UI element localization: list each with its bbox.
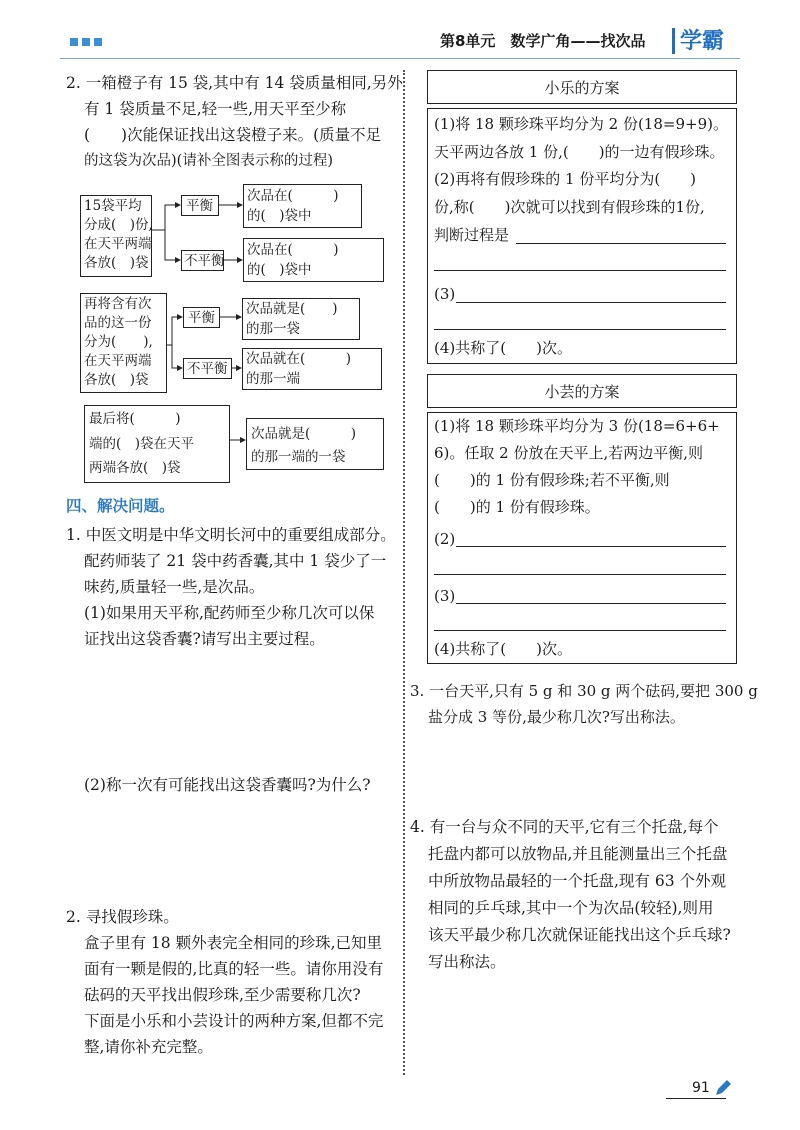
answer-line xyxy=(516,243,726,244)
column-divider xyxy=(403,70,405,1075)
xiaoyun-line: ( )的 1 份有假珍珠。 xyxy=(434,498,600,516)
header-decoration xyxy=(70,38,102,46)
p1-line: 味药,质量轻一些,是次品。 xyxy=(84,578,265,596)
p4-line: 托盘内都可以放物品,并且能测量出三个托盘 xyxy=(428,845,728,863)
p4-line: 写出称法。 xyxy=(428,953,506,971)
p2-line: 面有一颗是假的,比真的轻一些。请你用没有 xyxy=(84,960,384,978)
p1-line: (1)如果用天平称,配药师至少称几次可以保 xyxy=(84,604,375,622)
xiaoyun-line: (4)共称了( )次。 xyxy=(434,640,572,658)
answer-line xyxy=(434,630,726,631)
question-2-oranges xyxy=(66,70,403,174)
p2-line: 下面是小乐和小芸设计的两种方案,但都不完 xyxy=(84,1012,384,1030)
p2-line: 2. 寻找假珍珠。 xyxy=(66,908,179,926)
xiaoyun-line: ( )的 1 份有假珍珠;若不平衡,则 xyxy=(434,471,670,489)
header-rule xyxy=(60,58,740,59)
xiaole-line: (3) xyxy=(434,285,456,303)
p4-line: 中所放物品最轻的一个托盘,现有 63 个外观 xyxy=(428,872,727,890)
answer-line xyxy=(456,603,726,604)
xiaole-line: 判断过程是 xyxy=(434,226,510,244)
flowchart-1-unbalance: 不平衡 xyxy=(181,250,224,271)
q2-line: 2. 一箱橙子有 15 袋,其中有 14 袋质量相同,另外 xyxy=(66,74,403,92)
xiaoyun-line: (1)将 18 颗珍珠平均分为 3 份(18=6+6+ xyxy=(434,417,720,435)
xiaole-line: (1)将 18 颗珍珠平均分为 2 份(18=9+9)。 xyxy=(434,115,728,133)
p3-line: 3. 一台天平,只有 5 g 和 30 g 两个砝码,要把 300 g xyxy=(410,682,758,700)
p2-line: 整,请你补充完整。 xyxy=(84,1038,213,1056)
p1-line: 1. 中医文明是中华文明长河中的重要组成部分。 xyxy=(66,526,396,544)
flowchart-1-start: 15袋平均 分成( )份, 在天平两端 各放( )袋 xyxy=(80,195,152,277)
section-heading-4: 四、解决问题。 xyxy=(66,497,175,515)
problem-4-three-pan-scale xyxy=(410,814,731,976)
flowchart-1-result-1: 次品在( ) 的( )袋中 xyxy=(243,184,362,228)
p2-line: 盒子里有 18 颗外表完全相同的珍珠,已知里 xyxy=(84,934,383,952)
problem-1-part-2: (2)称一次有可能找出这袋香囊吗?为什么? xyxy=(84,776,371,794)
xiaoyun-plan-title-box xyxy=(427,374,737,408)
xiaole-line: (2)再将有假珍珠的 1 份平均分为( ) xyxy=(434,170,697,188)
problem-1-medicine xyxy=(66,522,396,652)
q2-line: 的这袋为次品)(请补全图表示称的过程) xyxy=(84,153,333,169)
flowchart-2-start: 再将含有次 品的这一份 分为( ), 在天平两端 各放( )袋 xyxy=(80,293,167,393)
xiaole-line: 份,称( )次就可以找到有假珍珠的1份, xyxy=(434,198,705,216)
p4-line: 该天平最少称几次就保证能找出这个乒乓球? xyxy=(428,926,731,944)
xiaole-plan-title-box xyxy=(427,70,737,104)
flowchart-2-balance: 平衡 xyxy=(183,307,220,328)
unit-title: 第8单元 数学广角——找次品 xyxy=(440,32,646,50)
page-number-rule xyxy=(666,1098,726,1099)
p4-line: 相同的乒乓球,其中一个为次品(较轻),则用 xyxy=(428,899,714,917)
q2-line: 有 1 袋质量不足,轻一些,用天平至少称 xyxy=(84,100,347,118)
xiaoyun-plan-title: 小芸的方案 xyxy=(544,383,620,401)
xiaoyun-plan-box xyxy=(427,412,737,664)
answer-line xyxy=(434,270,726,271)
p1-line: 证找出这袋香囊?请写出主要过程。 xyxy=(84,630,325,648)
flowchart-1-result-2: 次品在( ) 的( )袋中 xyxy=(243,238,384,282)
flowchart-3-result: 次品就是( ) 的那一端的一袋 xyxy=(246,418,384,470)
flowchart-2-unbalance: 不平衡 xyxy=(183,358,232,379)
q2-line: ( )次能保证找出这袋橙子来。(质量不足 xyxy=(84,126,382,144)
xiaole-line: 天平两边各放 1 份,( )的一边有假珍珠。 xyxy=(434,143,725,161)
p4-line: 4. 有一台与众不同的天平,它有三个托盘,每个 xyxy=(410,818,719,836)
xiaole-plan-box xyxy=(427,108,737,364)
answer-line xyxy=(456,546,726,547)
brand-logo: 学霸 xyxy=(680,29,725,54)
answer-line xyxy=(456,302,726,303)
p1-line: 配药师装了 21 袋中药香囊,其中 1 袋少了一 xyxy=(84,552,387,570)
xiaoyun-line: (3) xyxy=(434,587,456,605)
flowchart-2-result-2: 次品就在( ) 的那一端 xyxy=(242,348,382,390)
flowchart-2-result-1: 次品就是( ) 的那一袋 xyxy=(242,298,360,340)
brand-separator xyxy=(672,28,675,54)
answer-line xyxy=(434,329,726,330)
xiaoyun-line: (2) xyxy=(434,530,456,548)
pencil-icon xyxy=(713,1078,733,1098)
problem-3-weights xyxy=(410,678,758,730)
p2-line: 砝码的天平找出假珍珠,至少需要称几次? xyxy=(84,986,361,1004)
xiaole-plan-title: 小乐的方案 xyxy=(544,79,620,97)
xiaole-line: (4)共称了( )次。 xyxy=(434,339,572,357)
p3-line: 盐分成 3 等份,最少称几次?写出称法。 xyxy=(428,708,685,726)
flowchart-1-balance: 平衡 xyxy=(181,195,219,216)
flowchart-3-start: 最后将( ) 端的( )袋在天平 两端各放( )袋 xyxy=(84,405,230,483)
problem-2-pearls xyxy=(66,904,383,1060)
page-number: 91 xyxy=(692,1080,710,1096)
xiaoyun-line: 6)。任取 2 份放在天平上,若两边平衡,则 xyxy=(434,444,704,462)
answer-line xyxy=(434,574,726,575)
